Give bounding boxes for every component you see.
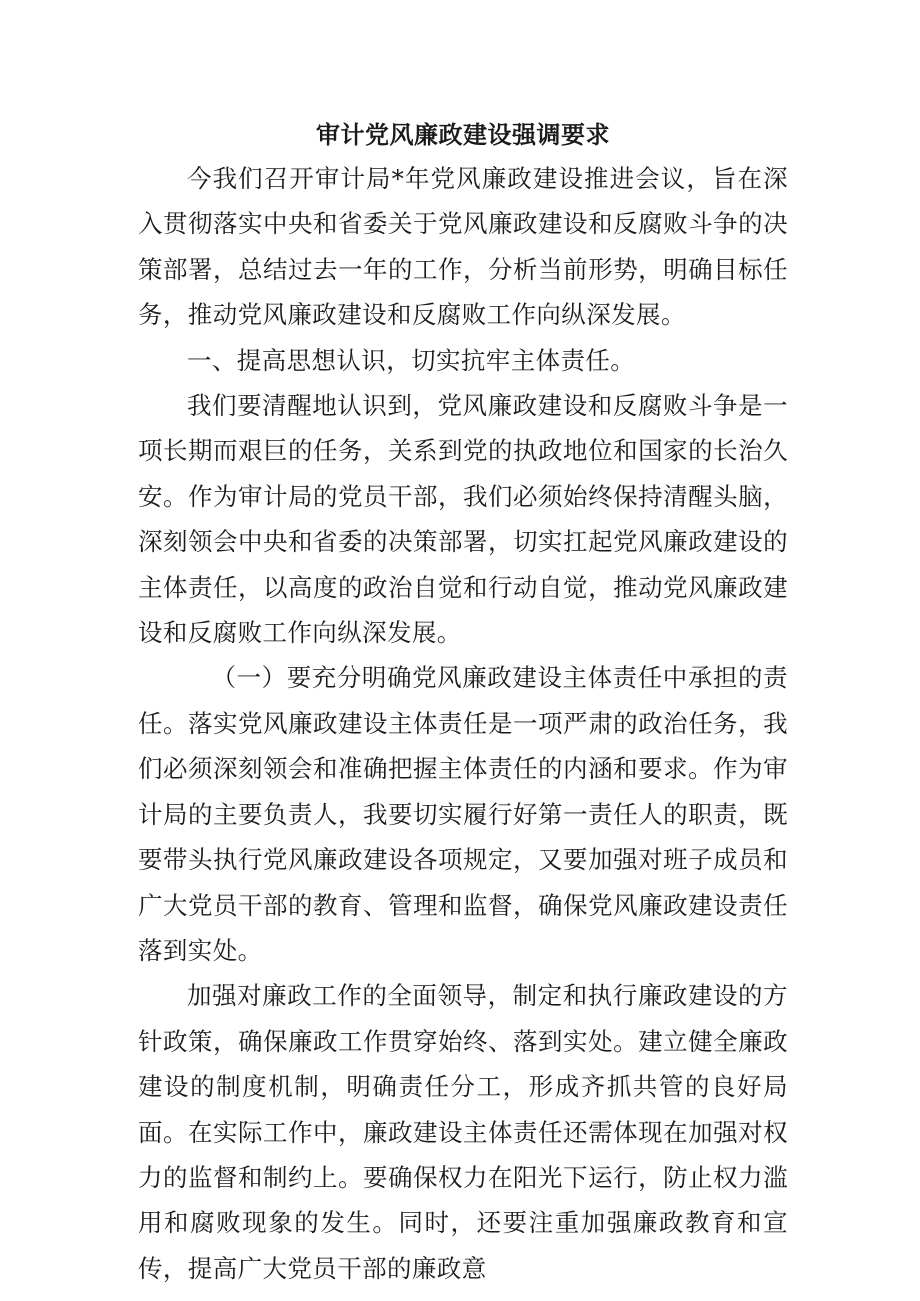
document-body	[138, 120, 788, 1291]
paragraph-leadership: 加强对廉政工作的全面领导，制定和执行廉政建设的方针政策，确保廉政工作贯穿始终、落到实处。建立健全廉政建设的制度机制，明确责任分工，形成齐抓共管的良好局面。在实际工作中，廉政建设主体责任还需体现在加强对权力的监督和制约上。要确保权力在阳光下运行，防止权力滥用和腐败现象的发生。同时，还要注重加强廉政教育和宣传，提高广大党员干部的廉政意	[138, 981, 788, 1283]
document-title: 审计党风廉政建设强调要求	[316, 120, 610, 149]
section-heading-1: 一、提高思想认识，切实抗牢主体责任。	[187, 345, 636, 375]
paragraph-awareness: 我们要清醒地认识到，党风廉政建设和反腐败斗争是一项长期而艰巨的任务，关系到党的执政地位和国家的长治久安。作为审计局的党员干部，我们必须始终保持清醒头脑，深刻领会中央和省委的决策部署，切实扛起党风廉政建设的主体责任，以高度的政治自觉和行动自觉，推动党风廉政建设和反腐败工作向纵深发展。	[138, 391, 788, 648]
paragraph-subsection-1: （一）要充分明确党风廉政建设主体责任中承担的责任。落实党风廉政建设主体责任是一项严肃的政治任务，我们必须深刻领会和准确把握主体责任的内涵和要求。作为审计局的主要负责人，我要切实履行好第一责任人的职责，既要带头执行党风廉政建设各项规定，又要加强对班子成员和广大党员干部的教育、管理和监督，确保党风廉政建设责任落到实处。	[138, 663, 788, 965]
paragraph-intro: 今我们召开审计局*年党风廉政建设推进会议，旨在深入贯彻落实中央和省委关于党风廉政建设和反腐败斗争的决策部署，总结过去一年的工作，分析当前形势，明确目标任务，推动党风廉政建设和反腐败工作向纵深发展。	[138, 164, 788, 330]
